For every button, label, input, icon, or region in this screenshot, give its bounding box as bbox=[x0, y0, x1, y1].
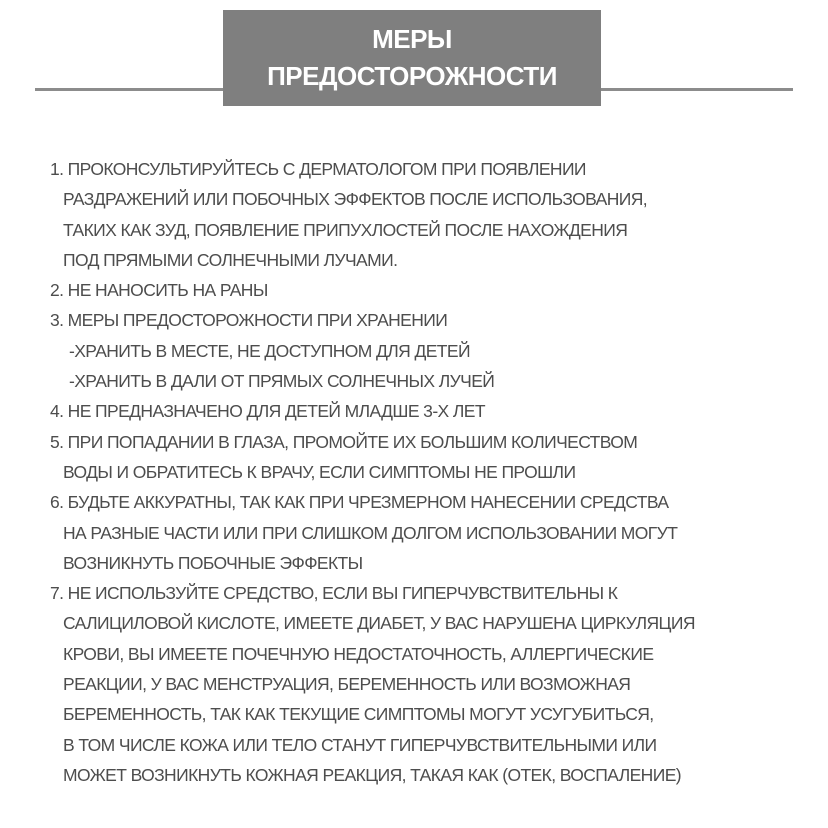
precaution-line: 5. ПРИ ПОПАДАНИИ В ГЛАЗА, ПРОМОЙТЕ ИХ БОЛЬШИМ КОЛИЧЕСТВОМ bbox=[50, 431, 638, 452]
precaution-line: РЕАКЦИИ, У ВАС МЕНСТРУАЦИЯ, БЕРЕМЕННОСТЬ ИЛИ ВОЗМОЖНАЯ bbox=[63, 674, 631, 695]
precaution-line: РАЗДРАЖЕНИЙ ИЛИ ПОБОЧНЫХ ЭФФЕКТОВ ПОСЛЕ ИСПОЛЬЗОВАНИЯ, bbox=[63, 189, 648, 210]
precaution-line: КРОВИ, ВЫ ИМЕЕТЕ ПОЧЕЧНУЮ НЕДОСТАТОЧНОСТЬ, АЛЛЕРГИЧЕСКИЕ bbox=[63, 643, 654, 664]
page-title bbox=[223, 10, 601, 106]
precaution-line: САЛИЦИЛОВОЙ КИСЛОТЕ, ИМЕЕТЕ ДИАБЕТ, У ВАС НАРУШЕНА ЦИРКУЛЯЦИЯ bbox=[63, 613, 695, 634]
precaution-line: 3. МЕРЫ ПРЕДОСТОРОЖНОСТИ ПРИ ХРАНЕНИИ bbox=[50, 310, 448, 331]
precaution-line: 2. НЕ НАНОСИТЬ НА РАНЫ bbox=[50, 280, 268, 301]
precaution-line: -ХРАНИТЬ В ДАЛИ ОТ ПРЯМЫХ СОЛНЕЧНЫХ ЛУЧЕЙ bbox=[69, 371, 495, 392]
precaution-line: 1. ПРОКОНСУЛЬТИРУЙТЕСЬ С ДЕРМАТОЛОГОМ ПРИ ПОЯВЛЕНИИ bbox=[50, 159, 586, 179]
precaution-line: 6. БУДЬТЕ АККУРАТНЫ, ТАК КАК ПРИ ЧРЕЗМЕРНОМ НАНЕСЕНИИ СРЕДСТВА bbox=[50, 492, 669, 513]
header-rule-left bbox=[35, 88, 223, 91]
precautions-list bbox=[50, 154, 810, 790]
precaution-line: В ТОМ ЧИСЛЕ КОЖА ИЛИ ТЕЛО СТАНУТ ГИПЕРЧУВСТВИТЕЛЬНЫМИ ИЛИ bbox=[63, 734, 657, 755]
precaution-line: 4. НЕ ПРЕДНАЗНАЧЕНО ДЛЯ ДЕТЕЙ МЛАДШЕ 3-Х ЛЕТ bbox=[50, 401, 485, 422]
header-rule-right bbox=[601, 88, 793, 91]
page-title-line-2: ПРЕДОСТОРОЖНОСТИ bbox=[267, 61, 557, 91]
precaution-line: ВОЗНИКНУТЬ ПОБОЧНЫЕ ЭФФЕКТЫ bbox=[63, 552, 363, 573]
precaution-line: ПОД ПРЯМЫМИ СОЛНЕЧНЫМИ ЛУЧАМИ. bbox=[63, 249, 398, 270]
precaution-line: НА РАЗНЫЕ ЧАСТИ ИЛИ ПРИ СЛИШКОМ ДОЛГОМ ИСПОЛЬЗОВАНИИ МОГУТ bbox=[63, 522, 678, 543]
precaution-line: БЕРЕМЕННОСТЬ, ТАК КАК ТЕКУЩИЕ СИМПТОМЫ МОГУТ УСУГУБИТЬСЯ, bbox=[63, 704, 654, 725]
precaution-line: ВОДЫ И ОБРАТИТЕСЬ К ВРАЧУ, ЕСЛИ СИМПТОМЫ НЕ ПРОШЛИ bbox=[63, 461, 576, 482]
page-title-line-1: МЕРЫ bbox=[372, 24, 452, 54]
precaution-line: 7. НЕ ИСПОЛЬЗУЙТЕ СРЕДСТВО, ЕСЛИ ВЫ ГИПЕРЧУВСТВИТЕЛЬНЫ К bbox=[50, 583, 618, 604]
precaution-line: ТАКИХ КАК ЗУД, ПОЯВЛЕНИЕ ПРИПУХЛОСТЕЙ ПОСЛЕ НАХОЖДЕНИЯ bbox=[63, 219, 628, 240]
precaution-line: МОЖЕТ ВОЗНИКНУТЬ КОЖНАЯ РЕАКЦИЯ, ТАКАЯ КАК (ОТЕК, ВОСПАЛЕНИЕ) bbox=[63, 764, 681, 785]
precaution-line: -ХРАНИТЬ В МЕСТЕ, НЕ ДОСТУПНОМ ДЛЯ ДЕТЕЙ bbox=[69, 340, 470, 361]
